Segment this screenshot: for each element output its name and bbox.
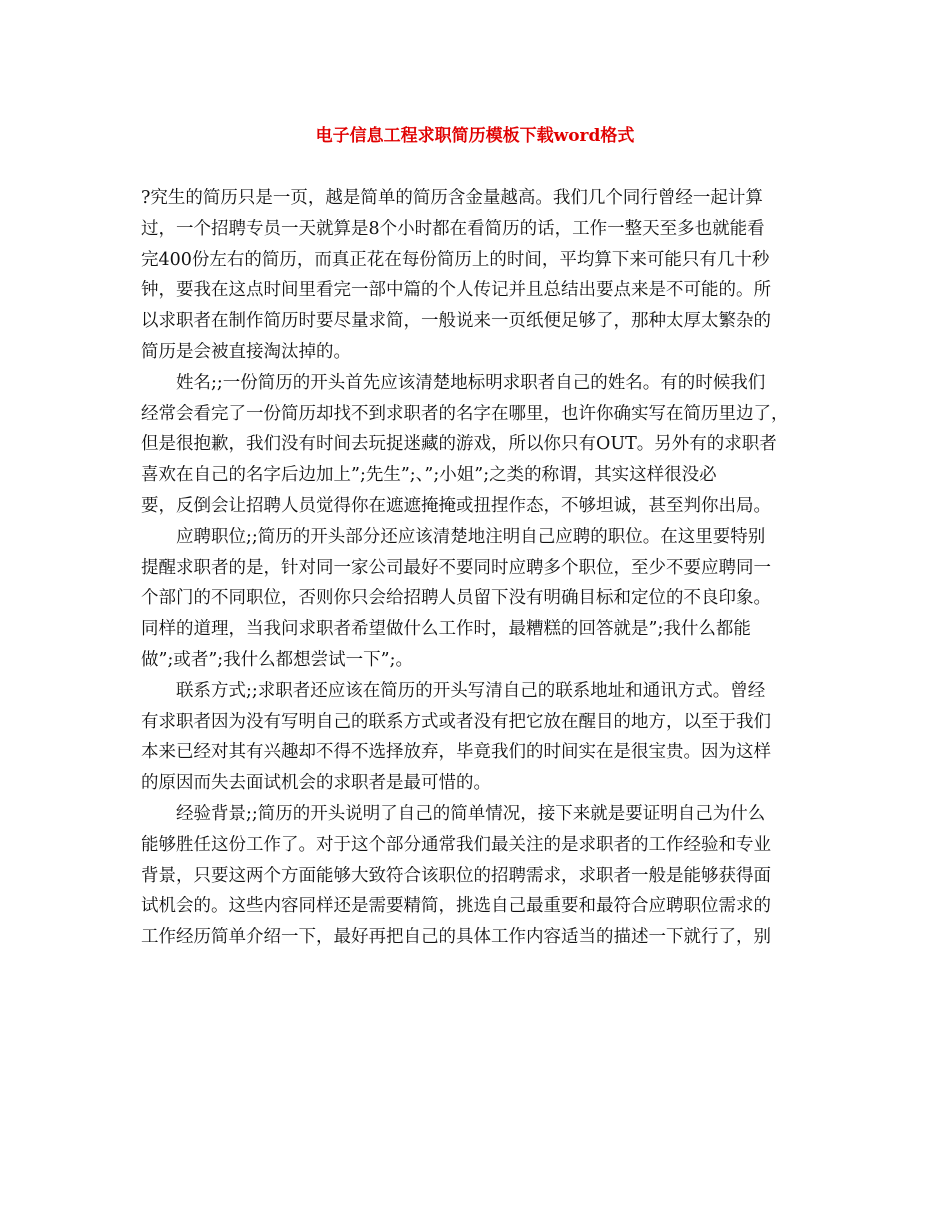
text-line: 过，一个招聘专员一天就算是8个小时都在看简历的话，工作一整天至多也就能看 (141, 218, 765, 239)
document-title: 电子信息工程求职简历模板下载word格式 (315, 126, 635, 146)
text-line: 同样的道理，当我问求职者希望做什么工作时，最糟糕的回答就是”;我什么都能 (141, 619, 751, 640)
text-line: 本来已经对其有兴趣却不得不选择放弃，毕竟我们的时间实在是很宝贵。因为这样 (141, 742, 771, 763)
text-line: 以求职者在制作简历时要尽量求简，一般说来一页纸便足够了，那种太厚太繁杂的 (141, 311, 771, 332)
text-line: 背景，只要这两个方面能够大致符合该职位的招聘需求，求职者一般是能够获得面 (141, 865, 771, 886)
paragraph-start-position: 应聘职位;;简历的开头部分还应该清楚地注明自己应聘的职位。在这里要特别 (176, 526, 766, 547)
text-line: 经常会看完了一份简历却找不到求职者的名字在哪里，也许你确实写在简历里边了， (141, 403, 789, 424)
text-line: 要，反倒会让招聘人员觉得你在遮遮掩掩或扭捏作态，不够坦诚，甚至判你出局。 (141, 495, 771, 516)
paragraph-start-contact: 联系方式;;求职者还应该在简历的开头写清自己的联系地址和通讯方式。曾经 (176, 680, 766, 701)
text-line: 但是很抱歉，我们没有时间去玩捉迷藏的游戏，所以你只有OUT。另外有的求职者 (141, 434, 777, 455)
text-line: ?究生的简历只是一页，越是简单的简历含金量越高。我们几个同行曾经一起计算 (141, 188, 763, 208)
text-line: 提醒求职者的是，针对同一家公司最好不要同时应聘多个职位，至少不要应聘同一 (141, 557, 771, 578)
text-line: 的原因而失去面试机会的求职者是最可惜的。 (141, 773, 491, 794)
document-body (141, 183, 813, 953)
text-line: 完400份左右的简历，而真正花在每份简历上的时间，平均算下来可能只有几十秒 (141, 249, 770, 270)
paragraph-start-experience: 经验背景;;简历的开头说明了自己的简单情况，接下来就是要证明自己为什么 (176, 803, 766, 824)
text-line: 试机会的。这些内容同样还是需要精简，挑选自己最重要和最符合应聘职位需求的 (141, 896, 771, 917)
text-line: 喜欢在自己的名字后边加上”;先生”;、”;小姐”;之类的称谓，其实这样很没必 (141, 465, 717, 486)
paragraph-start-name: 姓名;;一份简历的开头首先应该清楚地标明求职者自己的姓名。有的时候我们 (176, 372, 766, 393)
text-line: 个部门的不同职位，否则你只会给招聘人员留下没有明确目标和定位的不良印象。 (141, 588, 771, 609)
text-line: 钟，要我在这点时间里看完一部中篇的个人传记并且总结出要点来是不可能的。所 (141, 280, 771, 301)
text-line: 能够胜任这份工作了。对于这个部分通常我们最关注的是求职者的工作经验和专业 (141, 834, 771, 855)
text-line: 有求职者因为没有写明自己的联系方式或者没有把它放在醒目的地方，以至于我们 (141, 711, 771, 732)
text-line: 工作经历简单介绍一下，最好再把自己的具体工作内容适当的描述一下就行了，别 (141, 927, 771, 948)
text-line: 做”;或者”;我什么都想尝试一下”;。 (141, 649, 414, 670)
text-line: 简历是会被直接淘汰掉的。 (141, 341, 351, 362)
